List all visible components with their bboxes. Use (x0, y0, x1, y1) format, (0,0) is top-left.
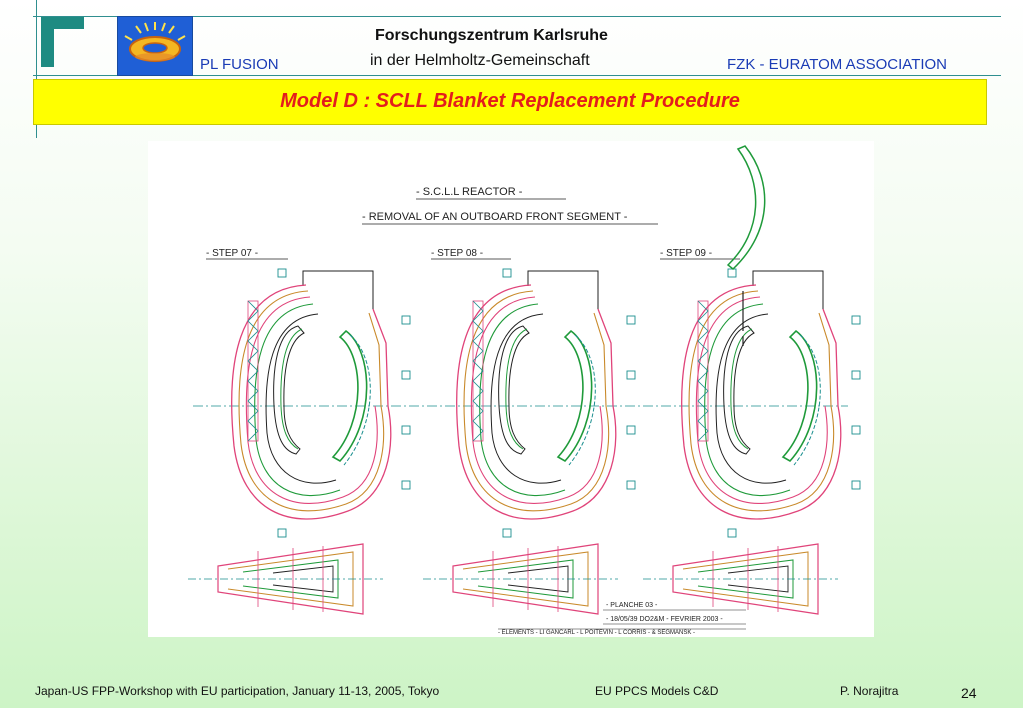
drawing-date: - 18/05/39 DO2&M - FEVRIER 2003 - (606, 616, 723, 623)
page-number: 24 (961, 685, 977, 701)
planche-label: - PLANCHE 03 - (606, 602, 658, 609)
title-banner (33, 79, 987, 125)
org-name: Forschungszentrum Karlsruhe (375, 27, 608, 44)
footer-author: P. Norajitra (840, 684, 899, 698)
footer-event: Japan-US FPP-Workshop with EU participation, January 11-13, 2005, Tokyo (35, 684, 440, 698)
reactor-step-09 (682, 269, 860, 537)
lifted-segment (728, 146, 765, 269)
plan-view-step-09 (643, 544, 838, 614)
plan-view-step-07 (188, 544, 383, 614)
step-09-label: - STEP 09 - (660, 248, 713, 259)
technical-drawing (148, 141, 874, 637)
reactor-step-08 (457, 269, 635, 537)
step-08-label: - STEP 08 - (431, 248, 484, 259)
plan-view-step-08 (423, 544, 618, 614)
org-subtitle: in der Helmholtz-Gemeinschaft (370, 52, 590, 69)
bracket-mark-horizontal (41, 17, 84, 29)
footer-section: EU PPCS Models C&D (595, 684, 719, 698)
pl-fusion-label: PL FUSION (200, 56, 279, 73)
drawing-credits: - ELEMENTS - LI GANCARL - L POITEVIN - L CORRIS - & SEGMANSK - (498, 630, 696, 636)
step-07-label: - STEP 07 - (206, 248, 259, 259)
drawing-heading-reactor: - S.C.L.L REACTOR - (416, 186, 523, 198)
reactor-step-07 (232, 269, 410, 537)
drawing-heading-removal: - REMOVAL OF AN OUTBOARD FRONT SEGMENT - (362, 211, 628, 223)
fusion-torus-logo-icon (117, 16, 193, 76)
slide-title: Model D : SCLL Blanket Replacement Procedure (280, 90, 740, 112)
association-label: FZK - EURATOM ASSOCIATION (727, 56, 948, 73)
